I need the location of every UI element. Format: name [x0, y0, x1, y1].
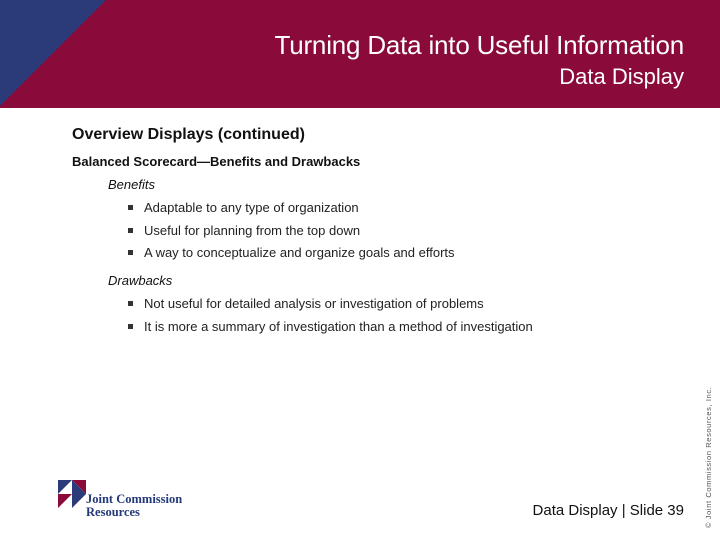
section-heading: Overview Displays (continued)	[72, 126, 305, 143]
slide-title: Turning Data into Useful Information	[274, 30, 684, 60]
header-corner-graphic	[0, 0, 110, 108]
slide-number-label: Data Display | Slide 39	[532, 502, 684, 519]
logo-text-line2: Resources	[86, 505, 140, 519]
benefits-list	[128, 200, 672, 261]
list-item	[128, 319, 672, 335]
list-item-text: Useful for planning from the top down	[144, 222, 361, 238]
bullet-square-icon	[128, 250, 133, 255]
bullet-square-icon	[128, 228, 133, 233]
logo-text-line1: Joint Commission	[86, 492, 183, 506]
slide-header	[0, 0, 720, 108]
list-item	[128, 200, 672, 216]
list-item	[128, 245, 672, 261]
list-item	[128, 223, 672, 239]
bullet-square-icon	[128, 205, 133, 210]
jcr-quilt-logo-icon	[58, 480, 86, 508]
slide-content	[72, 126, 672, 347]
jcr-logo	[58, 478, 198, 522]
list-item-text: It is more a summary of investigation than a method of investigation	[144, 318, 533, 334]
benefits-label: Benefits	[108, 177, 155, 192]
list-item	[128, 296, 672, 312]
copyright-notice: © Joint Commission Resources, Inc.	[704, 386, 713, 528]
list-item-text: Adaptable to any type of organization	[144, 200, 359, 215]
bullet-square-icon	[128, 301, 133, 306]
list-item-text: Not useful for detailed analysis or investigation of problems	[144, 296, 484, 311]
slide-subtitle: Data Display	[559, 64, 684, 89]
drawbacks-label: Drawbacks	[108, 273, 173, 288]
bullet-square-icon	[128, 324, 133, 329]
list-item-text: A way to conceptualize and organize goals and efforts	[144, 245, 455, 260]
drawbacks-list	[128, 296, 672, 335]
section-subheading: Balanced Scorecard—Benefits and Drawbacks	[72, 154, 361, 169]
